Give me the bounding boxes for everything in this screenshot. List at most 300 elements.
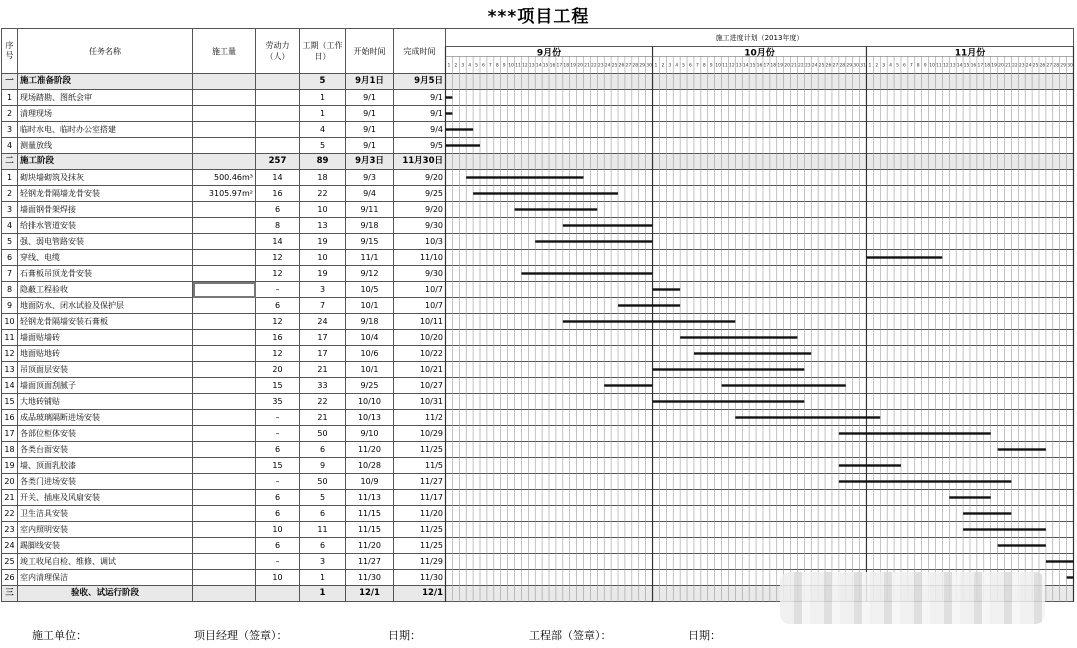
seq-cell[interactable]: 14 <box>2 378 18 394</box>
seq-cell[interactable]: 20 <box>2 474 18 490</box>
duration-cell[interactable]: 17 <box>300 330 346 346</box>
task-name-cell[interactable]: 卫生洁具安装 <box>18 506 193 522</box>
gantt-cell <box>446 282 1074 298</box>
qty-cell[interactable] <box>193 266 256 282</box>
day-tick-label: 4 <box>675 63 679 69</box>
end-cell[interactable]: 11/25 <box>394 522 446 538</box>
duration-cell[interactable]: 21 <box>300 410 346 426</box>
start-cell[interactable]: 11/15 <box>346 506 394 522</box>
labor-cell[interactable] <box>256 138 300 154</box>
seq-cell[interactable]: 4 <box>2 138 18 154</box>
col-duration-header: 工期（工作日） <box>300 29 346 74</box>
start-cell[interactable]: 11/13 <box>346 490 394 506</box>
end-cell[interactable]: 9/1 <box>394 106 446 122</box>
duration-cell[interactable]: 21 <box>300 362 346 378</box>
start-cell[interactable]: 11/20 <box>346 442 394 458</box>
task-row <box>2 410 1074 426</box>
day-tick-label: 28 <box>632 63 639 69</box>
start-cell[interactable]: 9/1 <box>346 90 394 106</box>
day-tick-label: 20 <box>784 63 790 69</box>
end-cell[interactable]: 9/4 <box>394 122 446 138</box>
duration-cell[interactable]: 1 <box>300 90 346 106</box>
day-tick-label: 29 <box>1060 63 1067 69</box>
watermark-blur <box>780 572 1045 624</box>
qty-cell[interactable] <box>193 362 256 378</box>
day-tick-label: 28 <box>839 63 846 69</box>
start-cell[interactable]: 10/1 <box>346 362 394 378</box>
duration-cell[interactable]: 9 <box>300 458 346 474</box>
task-row <box>2 554 1074 570</box>
task-name-cell[interactable]: 室内清理保洁 <box>18 570 193 586</box>
qty-cell[interactable] <box>193 394 256 410</box>
labor-cell[interactable]: 12 <box>256 250 300 266</box>
gantt-cell <box>446 426 1074 442</box>
day-tick-label: 5 <box>682 63 686 69</box>
seq-cell[interactable]: 26 <box>2 570 18 586</box>
task-name-cell[interactable]: 穿线、电缆 <box>18 250 193 266</box>
day-tick-label: 8 <box>495 63 499 69</box>
labor-cell[interactable] <box>256 586 300 602</box>
task-name-cell[interactable]: 地面防水、闭水试验及保护层 <box>18 298 193 314</box>
day-tick-label: 2 <box>875 63 879 69</box>
col-seq-header: 序号 <box>2 29 18 74</box>
duration-cell[interactable]: 50 <box>300 474 346 490</box>
seq-cell[interactable]: 17 <box>2 426 18 442</box>
start-cell[interactable]: 9/11 <box>346 202 394 218</box>
duration-cell[interactable]: 22 <box>300 186 346 202</box>
labor-cell[interactable]: 8 <box>256 218 300 234</box>
start-cell[interactable]: 9/12 <box>346 266 394 282</box>
duration-cell[interactable]: 1 <box>300 106 346 122</box>
day-tick-label: 29 <box>639 63 646 69</box>
end-cell[interactable]: 9月5日 <box>394 74 446 90</box>
seq-cell[interactable]: 3 <box>2 202 18 218</box>
qty-cell[interactable] <box>193 314 256 330</box>
qty-cell[interactable] <box>193 138 256 154</box>
start-cell[interactable]: 10/28 <box>346 458 394 474</box>
day-tick-label: 1 <box>447 63 451 69</box>
duration-cell[interactable]: 3 <box>300 282 346 298</box>
gantt-cell <box>446 106 1074 122</box>
duration-cell[interactable]: 17 <box>300 346 346 362</box>
start-cell[interactable]: 10/10 <box>346 394 394 410</box>
labor-cell[interactable]: – <box>256 426 300 442</box>
seq-cell[interactable]: 23 <box>2 522 18 538</box>
qty-cell[interactable] <box>193 282 256 298</box>
duration-cell[interactable]: 10 <box>300 250 346 266</box>
gantt-cell <box>446 490 1074 506</box>
gantt-cell <box>446 202 1074 218</box>
task-name-cell[interactable]: 墙面贴墙砖 <box>18 330 193 346</box>
seq-cell[interactable]: 二 <box>2 154 18 170</box>
task-name-cell[interactable]: 石膏板吊顶龙骨安装 <box>18 266 193 282</box>
qty-cell[interactable] <box>193 522 256 538</box>
labor-cell[interactable]: 16 <box>256 330 300 346</box>
duration-cell[interactable]: 13 <box>300 218 346 234</box>
task-name-cell[interactable]: 吊顶面层安装 <box>18 362 193 378</box>
end-cell[interactable]: 9/30 <box>394 218 446 234</box>
day-tick-label: 7 <box>695 63 699 69</box>
start-cell[interactable]: 10/1 <box>346 298 394 314</box>
gantt-cell <box>446 506 1074 522</box>
end-cell[interactable]: 10/22 <box>394 346 446 362</box>
day-tick-label: 18 <box>770 63 777 69</box>
gantt-cell <box>446 234 1074 250</box>
labor-cell[interactable]: 12 <box>256 346 300 362</box>
start-cell[interactable]: 9/1 <box>346 106 394 122</box>
labor-cell[interactable]: 6 <box>256 506 300 522</box>
duration-cell[interactable]: 10 <box>300 202 346 218</box>
qty-cell[interactable] <box>193 202 256 218</box>
seq-cell[interactable]: 7 <box>2 266 18 282</box>
end-cell[interactable]: 11/10 <box>394 250 446 266</box>
start-cell[interactable]: 9/4 <box>346 186 394 202</box>
qty-cell[interactable] <box>193 234 256 250</box>
labor-cell[interactable]: 14 <box>256 234 300 250</box>
qty-cell[interactable] <box>193 346 256 362</box>
seq-cell[interactable]: 16 <box>2 410 18 426</box>
task-name-cell[interactable]: 开关、插座及风扇安装 <box>18 490 193 506</box>
duration-cell[interactable]: 22 <box>300 394 346 410</box>
seq-cell[interactable]: 4 <box>2 218 18 234</box>
task-name-cell[interactable]: 给排水管道安装 <box>18 218 193 234</box>
end-cell[interactable]: 11/20 <box>394 506 446 522</box>
day-tick-label: 8 <box>916 63 920 69</box>
duration-cell[interactable]: 24 <box>300 314 346 330</box>
day-tick-label: 8 <box>702 63 706 69</box>
day-tick-label: 13 <box>735 63 742 69</box>
end-cell[interactable]: 9/30 <box>394 266 446 282</box>
day-tick-label: 27 <box>832 63 839 69</box>
seq-cell[interactable]: 9 <box>2 298 18 314</box>
col-start-header: 开始时间 <box>346 29 394 74</box>
task-name-cell[interactable]: 竣工收尾自检、维修、调试 <box>18 554 193 570</box>
qty-cell[interactable] <box>193 426 256 442</box>
start-cell[interactable]: 9/18 <box>346 314 394 330</box>
labor-cell[interactable]: 6 <box>256 490 300 506</box>
gantt-cell <box>446 266 1074 282</box>
start-cell[interactable]: 11/20 <box>346 538 394 554</box>
labor-cell[interactable]: 20 <box>256 362 300 378</box>
end-cell[interactable]: 9/20 <box>394 202 446 218</box>
end-cell[interactable]: 10/7 <box>394 298 446 314</box>
day-tick-label: 23 <box>804 63 811 69</box>
day-tick-label: 12 <box>942 63 949 69</box>
task-name-cell[interactable]: 各类台面安装 <box>18 442 193 458</box>
seq-cell[interactable]: 24 <box>2 538 18 554</box>
duration-cell[interactable]: 3 <box>300 554 346 570</box>
task-name-cell[interactable]: 各部位柜体安装 <box>18 426 193 442</box>
day-tick-label: 2 <box>661 63 665 69</box>
seq-cell[interactable]: 8 <box>2 282 18 298</box>
task-name-cell[interactable]: 室内照明安装 <box>18 522 193 538</box>
start-cell[interactable]: 9月1日 <box>346 74 394 90</box>
end-cell[interactable]: 10/27 <box>394 378 446 394</box>
task-name-cell[interactable]: 墙、顶面乳胶漆 <box>18 458 193 474</box>
labor-cell[interactable] <box>256 74 300 90</box>
seq-cell[interactable]: 6 <box>2 250 18 266</box>
end-cell[interactable]: 10/21 <box>394 362 446 378</box>
end-cell[interactable]: 11/2 <box>394 410 446 426</box>
task-name-cell[interactable]: 现场踏勘、图纸会审 <box>18 90 193 106</box>
task-name-cell[interactable]: 墙面顶面刮腻子 <box>18 378 193 394</box>
day-tick-label: 10 <box>715 63 721 69</box>
duration-cell[interactable]: 5 <box>300 74 346 90</box>
qty-cell[interactable] <box>193 218 256 234</box>
start-cell[interactable]: 10/13 <box>346 410 394 426</box>
labor-cell[interactable]: 6 <box>256 202 300 218</box>
day-tick-label: 12 <box>729 63 735 69</box>
end-cell[interactable]: 12/1 <box>394 586 446 602</box>
duration-cell[interactable]: 5 <box>300 490 346 506</box>
task-name-cell[interactable]: 测量放线 <box>18 138 193 154</box>
labor-cell[interactable]: 14 <box>256 170 300 186</box>
end-cell[interactable]: 11/29 <box>394 554 446 570</box>
qty-cell[interactable] <box>193 74 256 90</box>
start-cell[interactable]: 9/25 <box>346 378 394 394</box>
gantt-cell <box>446 314 1074 330</box>
start-cell[interactable]: 10/4 <box>346 330 394 346</box>
end-cell[interactable]: 11/25 <box>394 538 446 554</box>
day-tick-label: 16 <box>549 63 556 69</box>
task-name-cell[interactable]: 轻钢龙骨隔墙安装石膏板 <box>18 314 193 330</box>
footer-manager-label: 项目经理（签章）： <box>194 629 288 642</box>
duration-cell[interactable]: 19 <box>300 266 346 282</box>
end-cell[interactable]: 10/29 <box>394 426 446 442</box>
seq-cell[interactable]: 12 <box>2 346 18 362</box>
end-cell[interactable]: 9/25 <box>394 186 446 202</box>
start-cell[interactable]: 11/30 <box>346 570 394 586</box>
seq-cell[interactable]: 三 <box>2 586 18 602</box>
seq-cell[interactable]: 21 <box>2 490 18 506</box>
end-cell[interactable]: 11/25 <box>394 442 446 458</box>
end-cell[interactable]: 9/1 <box>394 90 446 106</box>
start-cell[interactable]: 9/15 <box>346 234 394 250</box>
labor-cell[interactable]: – <box>256 410 300 426</box>
task-name-cell[interactable]: 验收、试运行阶段 <box>18 586 193 602</box>
task-name-cell[interactable]: 施工准备阶段 <box>18 74 193 90</box>
qty-cell[interactable] <box>193 378 256 394</box>
day-tick-label: 4 <box>889 63 893 69</box>
labor-cell[interactable]: 12 <box>256 314 300 330</box>
task-name-cell[interactable]: 墙面钢骨架焊接 <box>18 202 193 218</box>
start-cell[interactable]: 10/5 <box>346 282 394 298</box>
start-cell[interactable]: 9/18 <box>346 218 394 234</box>
duration-cell[interactable]: 6 <box>300 506 346 522</box>
labor-cell[interactable] <box>256 106 300 122</box>
qty-cell[interactable] <box>193 586 256 602</box>
task-name-cell[interactable]: 砌块墙砌筑及抹灰 <box>18 170 193 186</box>
qty-cell[interactable] <box>193 490 256 506</box>
start-cell[interactable]: 9/1 <box>346 138 394 154</box>
duration-cell[interactable]: 4 <box>300 122 346 138</box>
labor-cell[interactable]: 257 <box>256 154 300 170</box>
labor-cell[interactable] <box>256 90 300 106</box>
labor-cell[interactable]: – <box>256 554 300 570</box>
duration-cell[interactable]: 1 <box>300 586 346 602</box>
day-tick-label: 3 <box>882 63 886 69</box>
start-cell[interactable]: 10/6 <box>346 346 394 362</box>
task-name-cell[interactable]: 各类门进场安装 <box>18 474 193 490</box>
seq-cell[interactable]: 一 <box>2 74 18 90</box>
seq-cell[interactable]: 1 <box>2 170 18 186</box>
labor-cell[interactable]: 12 <box>256 266 300 282</box>
task-name-cell[interactable]: 大地砖铺贴 <box>18 394 193 410</box>
end-cell[interactable]: 10/20 <box>394 330 446 346</box>
labor-cell[interactable]: 10 <box>256 570 300 586</box>
gantt-cell <box>446 138 1074 154</box>
day-tick-label: 18 <box>563 63 570 69</box>
end-cell[interactable]: 10/11 <box>394 314 446 330</box>
gantt-cell <box>446 186 1074 202</box>
start-cell[interactable]: 9/3 <box>346 170 394 186</box>
labor-cell[interactable]: 16 <box>256 186 300 202</box>
day-tick-label: 5 <box>475 63 478 69</box>
seq-cell[interactable]: 25 <box>2 554 18 570</box>
qty-cell[interactable] <box>193 106 256 122</box>
gantt-cell <box>446 218 1074 234</box>
seq-cell[interactable]: 13 <box>2 362 18 378</box>
task-name-cell[interactable]: 成品玻璃隔断进场安装 <box>18 410 193 426</box>
day-tick-label: 22 <box>1011 63 1018 69</box>
start-cell[interactable]: 9/1 <box>346 122 394 138</box>
start-cell[interactable]: 11/15 <box>346 522 394 538</box>
day-tick-label: 22 <box>591 63 597 69</box>
duration-cell[interactable]: 6 <box>300 538 346 554</box>
duration-cell[interactable]: 89 <box>300 154 346 170</box>
labor-cell[interactable]: 6 <box>256 538 300 554</box>
qty-cell[interactable] <box>193 154 256 170</box>
task-row <box>2 90 1074 106</box>
task-name-cell[interactable]: 地面贴地砖 <box>18 346 193 362</box>
gantt-cell <box>446 522 1074 538</box>
end-cell[interactable]: 10/31 <box>394 394 446 410</box>
gantt-cell <box>446 362 1074 378</box>
end-cell[interactable]: 9/20 <box>394 170 446 186</box>
task-row <box>2 426 1074 442</box>
start-cell[interactable]: 9月3日 <box>346 154 394 170</box>
task-name-cell[interactable]: 临时水电、临时办公室搭建 <box>18 122 193 138</box>
seq-cell[interactable]: 18 <box>2 442 18 458</box>
day-tick-label: 2 <box>454 63 458 69</box>
gantt-cell <box>446 410 1074 426</box>
qty-cell[interactable]: 500.46m³ <box>193 170 256 186</box>
duration-cell[interactable]: 33 <box>300 378 346 394</box>
labor-cell[interactable]: 6 <box>256 442 300 458</box>
qty-cell[interactable] <box>193 298 256 314</box>
task-name-cell[interactable]: 隐蔽工程验收 <box>18 282 193 298</box>
seq-cell[interactable]: 10 <box>2 314 18 330</box>
day-tick-label: 27 <box>625 63 632 69</box>
qty-cell[interactable] <box>193 122 256 138</box>
duration-cell[interactable]: 18 <box>300 170 346 186</box>
end-cell[interactable]: 11/30 <box>394 570 446 586</box>
end-cell[interactable]: 11/5 <box>394 458 446 474</box>
qty-cell[interactable]: 3105.97m² <box>193 186 256 202</box>
qty-cell[interactable] <box>193 570 256 586</box>
day-tick-label: 24 <box>811 63 818 69</box>
start-cell[interactable]: 9/10 <box>346 426 394 442</box>
end-cell[interactable]: 9/5 <box>394 138 446 154</box>
footer-dept-label: 工程部（签章）： <box>529 629 612 642</box>
qty-cell[interactable] <box>193 554 256 570</box>
day-tick-label: 14 <box>956 63 963 69</box>
duration-cell[interactable]: 1 <box>300 570 346 586</box>
duration-cell[interactable]: 19 <box>300 234 346 250</box>
seq-cell[interactable]: 2 <box>2 106 18 122</box>
task-name-cell[interactable]: 踢脚线安装 <box>18 538 193 554</box>
month-label: 10月份 <box>744 48 775 59</box>
labor-cell[interactable]: 10 <box>256 522 300 538</box>
qty-cell[interactable] <box>193 442 256 458</box>
labor-cell[interactable]: – <box>256 282 300 298</box>
end-cell[interactable]: 10/7 <box>394 282 446 298</box>
start-cell[interactable]: 10/9 <box>346 474 394 490</box>
calendar-header-cell <box>446 47 1074 74</box>
seq-cell[interactable]: 3 <box>2 122 18 138</box>
seq-cell[interactable]: 22 <box>2 506 18 522</box>
end-cell[interactable]: 11月30日 <box>394 154 446 170</box>
day-tick-label: 16 <box>970 63 977 69</box>
seq-cell[interactable]: 15 <box>2 394 18 410</box>
footer-date-label-2: 日期： <box>688 629 721 642</box>
labor-cell[interactable]: – <box>256 474 300 490</box>
task-row <box>2 234 1074 250</box>
labor-cell[interactable]: 15 <box>256 458 300 474</box>
start-cell[interactable]: 11/27 <box>346 554 394 570</box>
duration-cell[interactable]: 6 <box>300 442 346 458</box>
qty-cell[interactable] <box>193 90 256 106</box>
labor-cell[interactable]: 35 <box>256 394 300 410</box>
task-row <box>2 298 1074 314</box>
end-cell[interactable]: 11/17 <box>394 490 446 506</box>
seq-cell[interactable]: 1 <box>2 90 18 106</box>
task-row <box>2 474 1074 490</box>
qty-cell[interactable] <box>193 250 256 266</box>
duration-cell[interactable]: 50 <box>300 426 346 442</box>
seq-cell[interactable]: 19 <box>2 458 18 474</box>
qty-cell[interactable] <box>193 330 256 346</box>
qty-cell[interactable] <box>193 410 256 426</box>
day-tick-label: 23 <box>597 63 604 69</box>
seq-cell[interactable]: 5 <box>2 234 18 250</box>
duration-cell[interactable]: 7 <box>300 298 346 314</box>
qty-cell[interactable] <box>193 538 256 554</box>
day-tick-label: 26 <box>618 63 625 69</box>
end-cell[interactable]: 10/3 <box>394 234 446 250</box>
seq-cell[interactable]: 2 <box>2 186 18 202</box>
duration-cell[interactable]: 5 <box>300 138 346 154</box>
qty-cell[interactable] <box>193 474 256 490</box>
task-name-cell[interactable]: 轻钢龙骨隔墙龙骨安装 <box>18 186 193 202</box>
duration-cell[interactable]: 11 <box>300 522 346 538</box>
task-row <box>2 170 1074 186</box>
day-tick-label: 3 <box>461 63 465 69</box>
start-cell[interactable]: 12/1 <box>346 586 394 602</box>
labor-cell[interactable]: 6 <box>256 298 300 314</box>
end-cell[interactable]: 11/27 <box>394 474 446 490</box>
seq-cell[interactable]: 11 <box>2 330 18 346</box>
qty-cell[interactable] <box>193 458 256 474</box>
task-name-cell[interactable]: 强、弱电管路安装 <box>18 234 193 250</box>
day-tick-label: 6 <box>902 63 906 69</box>
start-cell[interactable]: 11/1 <box>346 250 394 266</box>
qty-cell[interactable] <box>193 506 256 522</box>
task-name-cell[interactable]: 施工阶段 <box>18 154 193 170</box>
task-name-cell[interactable]: 清理现场 <box>18 106 193 122</box>
labor-cell[interactable] <box>256 122 300 138</box>
labor-cell[interactable]: 15 <box>256 378 300 394</box>
